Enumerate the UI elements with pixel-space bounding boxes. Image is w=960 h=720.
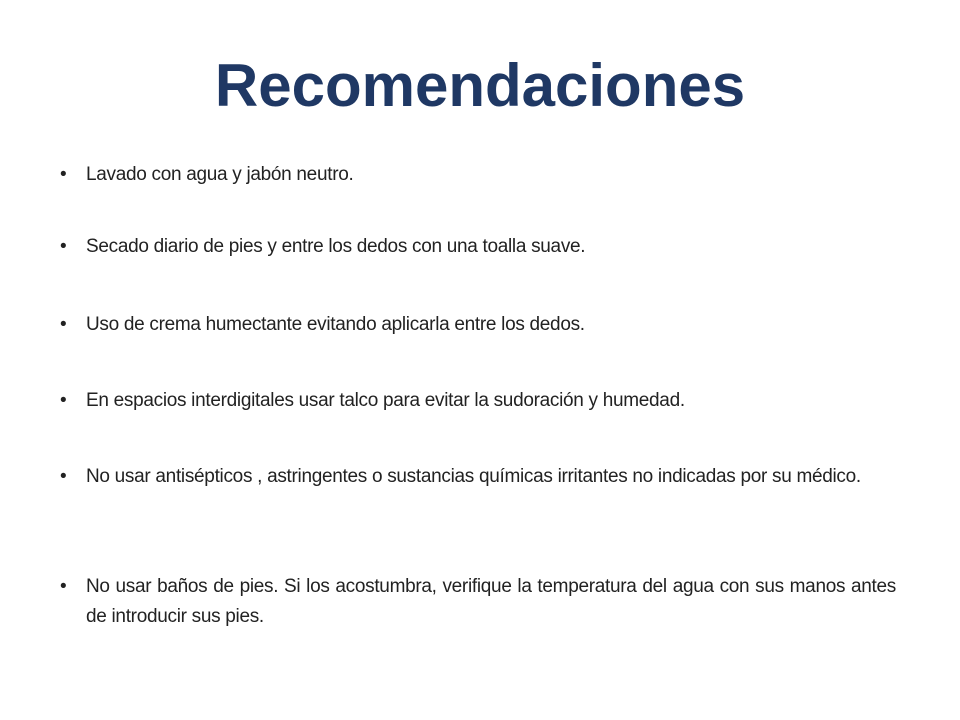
bullet-item-cream bbox=[60, 310, 896, 340]
bullet-text: En espacios interdigitales usar talco para evitar la sudoración y humedad. bbox=[86, 390, 685, 411]
bullet-icon: • bbox=[60, 314, 67, 335]
bullet-item-foot-baths bbox=[60, 572, 896, 632]
slide-title: Recomendaciones bbox=[214, 52, 746, 119]
bullet-icon: • bbox=[60, 236, 67, 257]
bullet-text: Lavado con agua y jabón neutro. bbox=[86, 164, 354, 185]
bullet-text: No usar baños de pies. Si los acostumbra, verifique la temperatura del agua con sus manos antes de introducir sus pies. bbox=[86, 576, 896, 627]
bullet-icon: • bbox=[60, 390, 67, 411]
bullet-text: No usar antisépticos , astringentes o sustancias químicas irritantes no indicadas por su médico. bbox=[86, 466, 861, 487]
bullet-text: Secado diario de pies y entre los dedos con una toalla suave. bbox=[86, 236, 586, 257]
bullet-text: Uso de crema humectante evitando aplicarla entre los dedos. bbox=[86, 314, 585, 335]
bullet-icon: • bbox=[60, 164, 67, 185]
bullet-item-washing bbox=[60, 160, 896, 190]
bullet-item-antiseptics bbox=[60, 462, 896, 492]
bullet-item-talc bbox=[60, 386, 896, 416]
bullet-item-drying bbox=[60, 232, 896, 262]
bullet-icon: • bbox=[60, 466, 67, 487]
bullet-icon: • bbox=[60, 576, 67, 597]
